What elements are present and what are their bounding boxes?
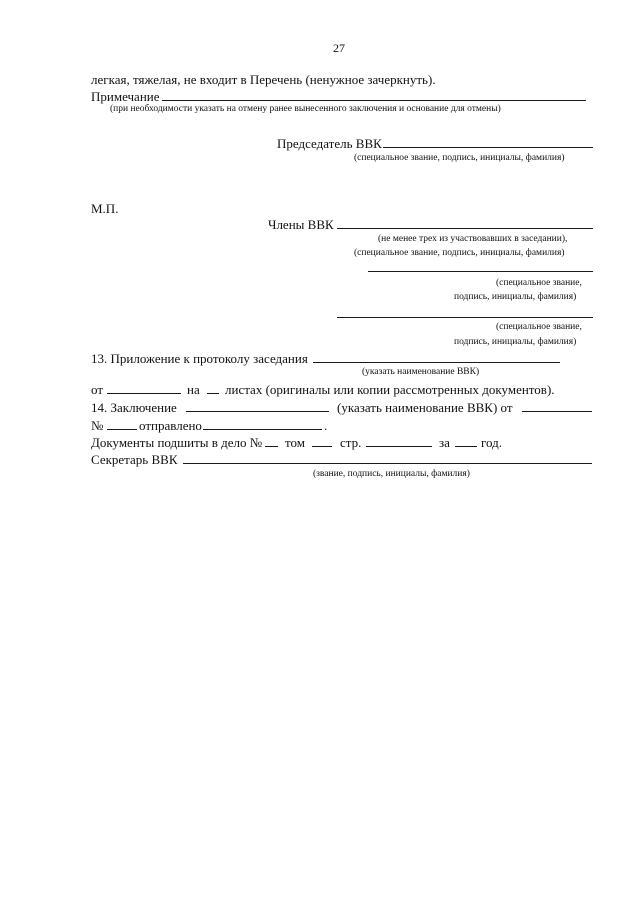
item14-date-line: [522, 411, 592, 412]
docs-page-label: стр.: [340, 435, 362, 450]
members-hint-1: (не менее трех из участвовавших в заседании),: [378, 234, 568, 244]
item13-on: на: [187, 382, 200, 397]
member2-hint-2: подпись, инициалы, фамилия): [454, 292, 577, 302]
member2-signature-line: [368, 271, 593, 272]
docs-page-line: [366, 446, 432, 447]
secretary-signature-line: [183, 463, 592, 464]
item13-date-line: [107, 393, 181, 394]
member1-signature-line: [337, 228, 593, 229]
item14-sent-line: [203, 429, 322, 430]
docs-for-label: за: [439, 435, 450, 450]
item13-fill-line: [313, 362, 560, 363]
note-hint: (при необходимости указать на отмену ранее вынесенного заключения и основание для отмены): [110, 104, 501, 114]
secretary-hint: (звание, подпись, инициалы, фамилия): [313, 469, 470, 479]
item13-label: 13. Приложение к протоколу заседания: [91, 351, 308, 366]
page-number: 27: [333, 41, 345, 55]
item14-label: 14. Заключение: [91, 400, 177, 415]
severity-line: легкая, тяжелая, не входит в Перечень (ненужное зачеркнуть).: [91, 72, 436, 87]
member3-hint-2: подпись, инициалы, фамилия): [454, 337, 577, 347]
note-label: Примечание: [91, 89, 160, 104]
docs-label: Документы подшиты в дело №: [91, 435, 263, 450]
member3-hint-1: (специальное звание,: [496, 322, 582, 332]
docs-year-line: [455, 446, 477, 447]
docs-volume-label: том: [285, 435, 305, 450]
item14-number-line: [107, 429, 137, 430]
item14-sent-label: отправлено: [139, 418, 202, 433]
members-hint-2: (специальное звание, подпись, инициалы, фамилия): [354, 248, 565, 258]
secretary-label: Секретарь ВВК: [91, 452, 178, 467]
seal-label: М.П.: [91, 201, 119, 216]
docs-volume-line: [312, 446, 332, 447]
item14-hint: (указать наименование ВВК) от: [337, 400, 513, 415]
chairman-hint: (специальное звание, подпись, инициалы, фамилия): [354, 153, 565, 163]
chairman-label: Председатель ВВК: [277, 136, 382, 151]
member2-hint-1: (специальное звание,: [496, 278, 582, 288]
members-label: Члены ВВК: [268, 217, 334, 232]
item14-number-label: №: [91, 418, 104, 433]
member3-signature-line: [337, 317, 593, 318]
note-fill-line: [162, 100, 586, 101]
item13-sheets-count-line: [207, 393, 219, 394]
docs-year-label: год.: [481, 435, 502, 450]
docs-case-number-line: [265, 446, 278, 447]
item14-fill-line: [186, 411, 329, 412]
item13-from: от: [91, 382, 104, 397]
item13-sheets: листах (оригиналы или копии рассмотренных документов).: [225, 382, 555, 397]
chairman-signature-line: [383, 147, 593, 148]
item13-hint: (указать наименование ВВК): [362, 367, 480, 377]
item14-period: .: [324, 418, 328, 433]
